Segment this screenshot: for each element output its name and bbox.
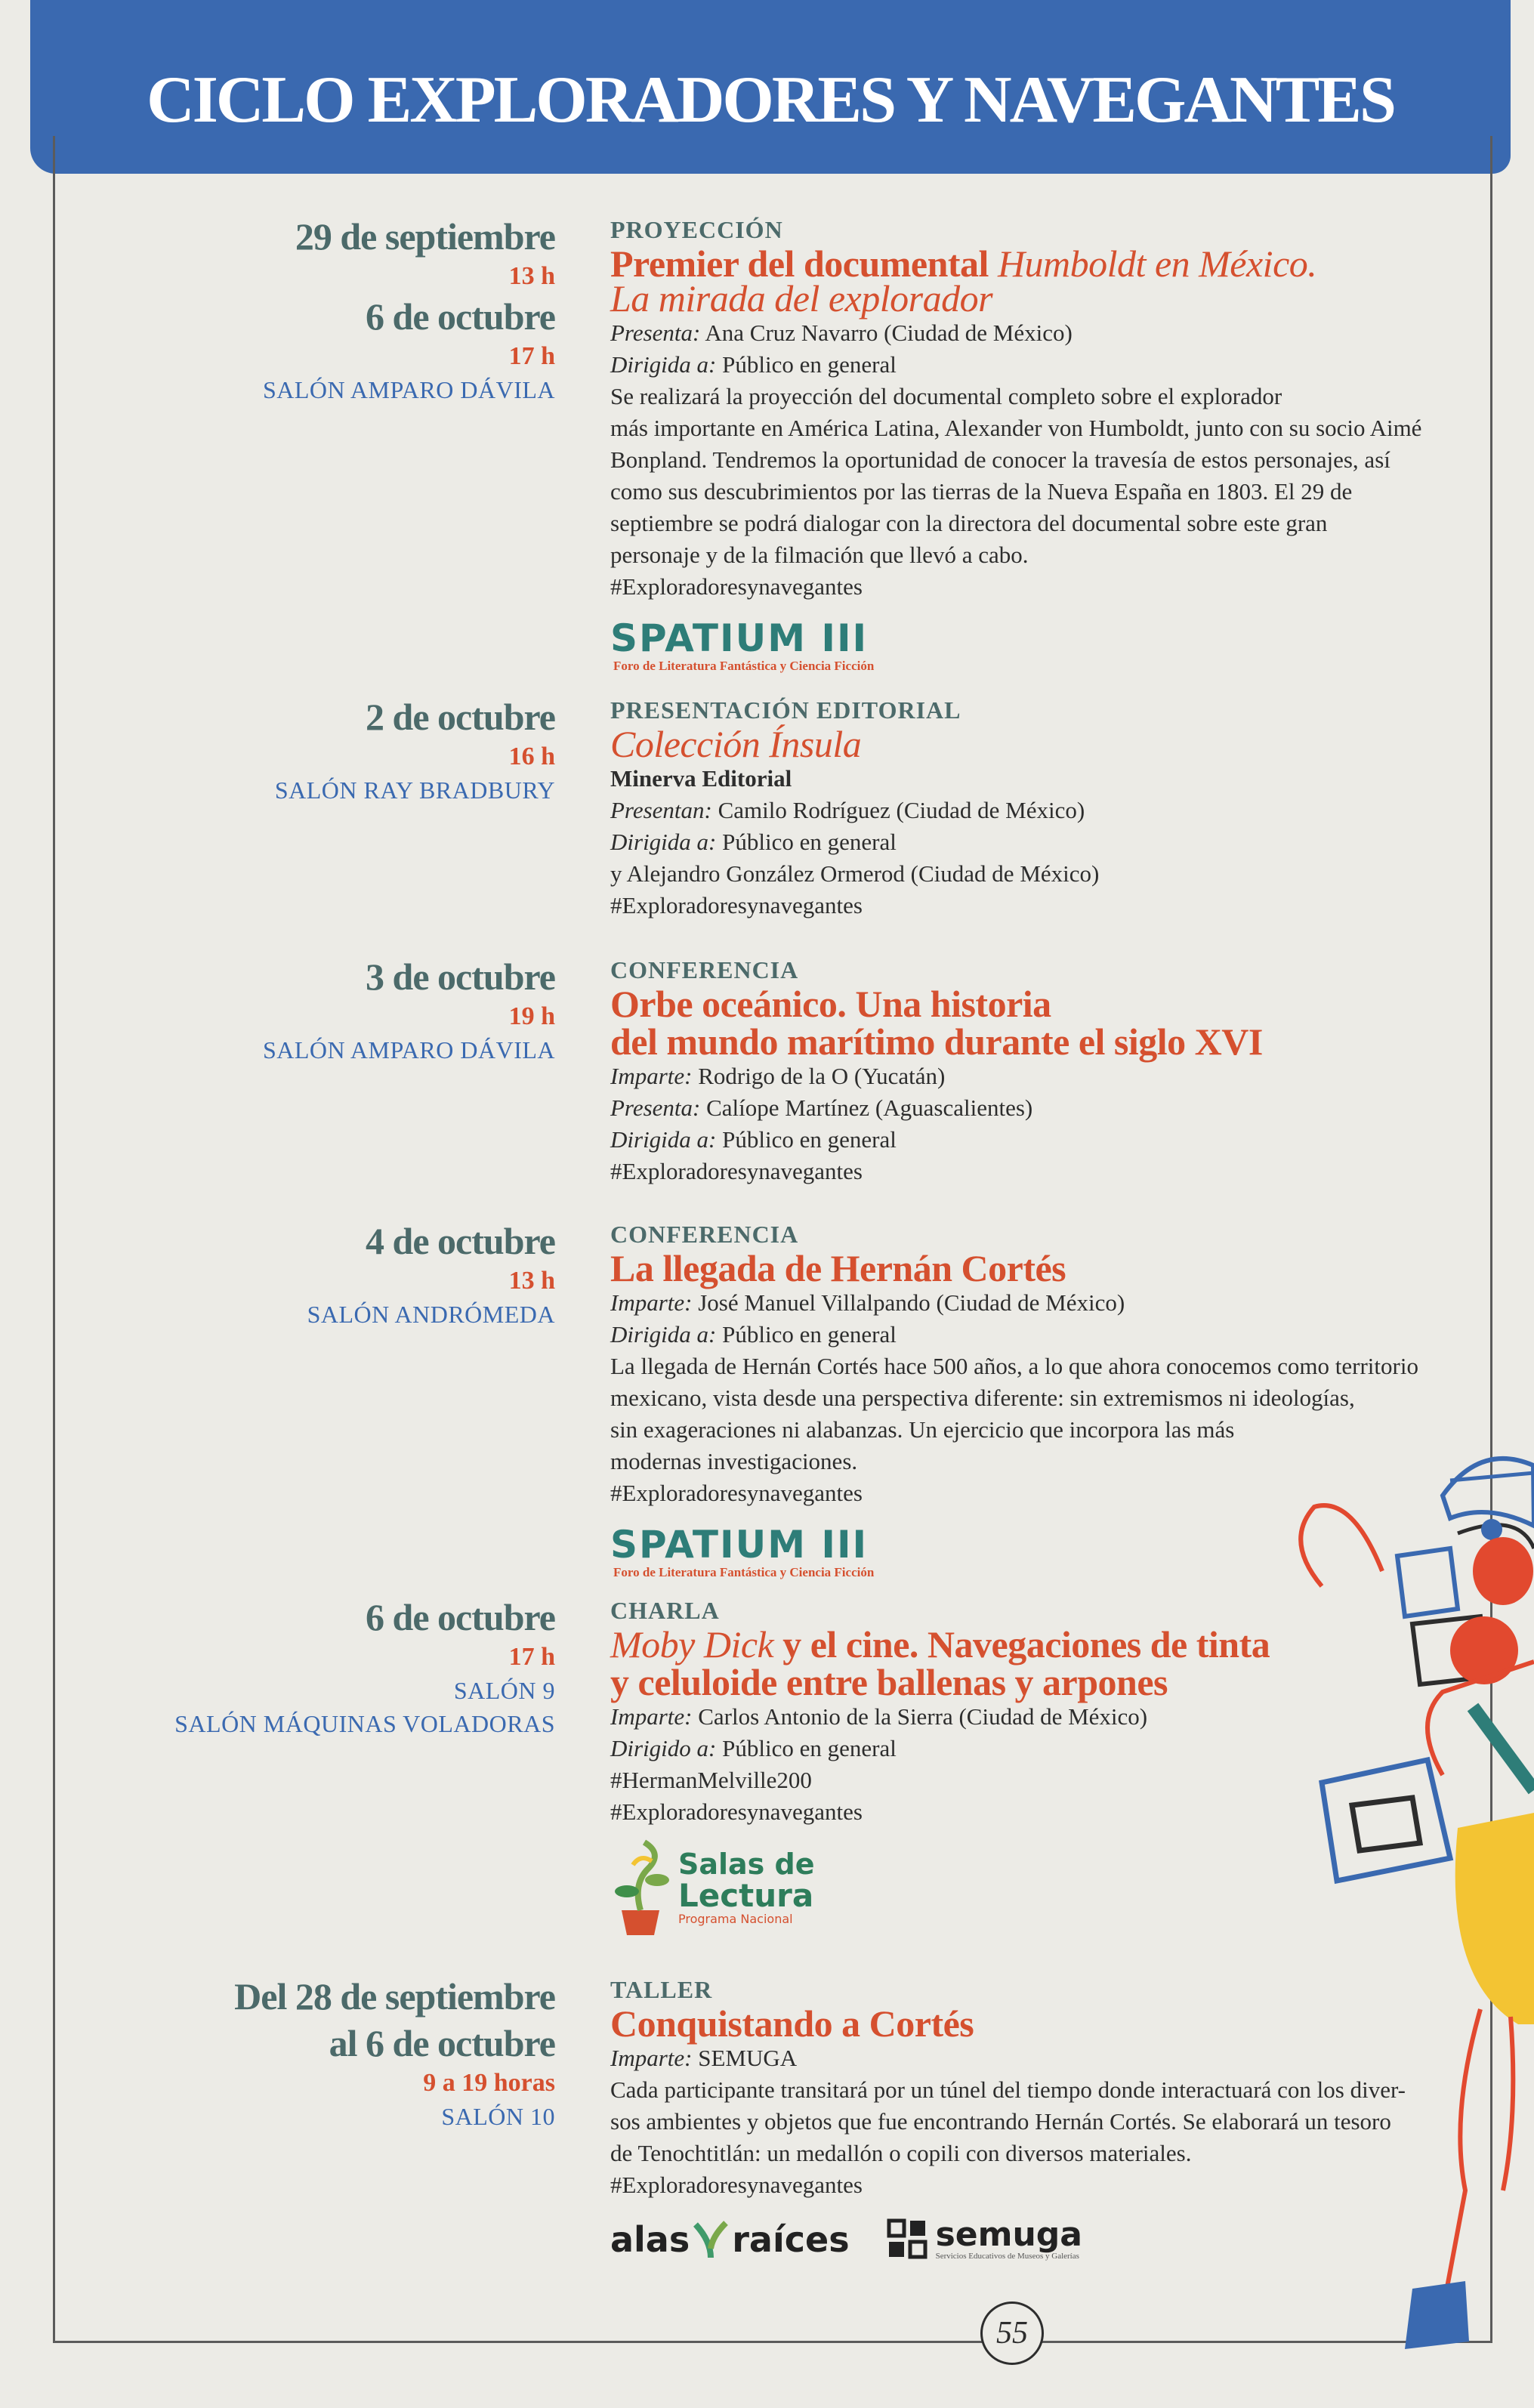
event-title (610, 725, 1456, 763)
event-details (610, 1595, 1456, 1937)
spatium-logo-subtitle: Foro de Literatura Fantástica y Ciencia Ficción (613, 659, 875, 673)
event-description-line: sin exageraciones ni alabanzas. Un ejercicio que incorpora las más (610, 1416, 1235, 1443)
event-credit (610, 1287, 1456, 1319)
raices-text: raíces (732, 2219, 850, 2260)
credit-value: Calíope Martínez (Aguascalientes) (700, 1094, 1033, 1121)
event-time: 13 h (508, 1267, 555, 1295)
event-description-line: y Alejandro González Ormerod (Ciudad de México) (610, 860, 1100, 887)
event-description-line: #Exploradoresynavegantes (610, 892, 863, 918)
event-date: 29 de septiembre (295, 215, 555, 258)
credit-label: Imparte: (610, 2045, 693, 2071)
event-details (610, 955, 1456, 1187)
salas-logo-line3: Programa Nacional (678, 1912, 793, 1926)
event-time: 13 h (508, 262, 555, 290)
event-details (610, 695, 1456, 922)
spatium-logo (610, 1524, 874, 1580)
event-description-line: #Exploradoresynavegantes (610, 573, 863, 600)
event-credit (610, 1092, 1456, 1124)
event-description-line: #Exploradoresynavegantes (610, 1158, 863, 1184)
leaf-y-icon (690, 2218, 732, 2261)
credit-value: Público en general (716, 829, 897, 855)
event-credit (610, 795, 1456, 826)
credit-value: José Manuel Villalpando (Ciudad de México) (692, 1289, 1125, 1316)
credit-label: Imparte: (610, 1703, 693, 1730)
credit-value: Ana Cruz Navarro (Ciudad de México) (700, 320, 1073, 346)
event-category: CONFERENCIA (610, 956, 799, 983)
title-italic: Moby Dick (610, 1623, 774, 1666)
credit-value: Público en general (716, 1735, 897, 1761)
credit-value: Público en general (716, 1126, 897, 1153)
credit-label: Presenta: (610, 320, 701, 346)
alas-y-raices-logo (610, 2218, 850, 2261)
salas-logo-text (678, 1849, 815, 1926)
event-credit (610, 1124, 1456, 1156)
event-description-line: modernas investigaciones. (610, 1448, 858, 1474)
event-details (610, 1974, 1456, 2261)
credit-label: Dirigido a: (610, 1735, 717, 1761)
credit-label: Imparte: (610, 1063, 693, 1089)
event-time: 16 h (508, 742, 555, 770)
event-title-line2: y celuloide entre ballenas y arpones (610, 1661, 1168, 1703)
event-schedule (263, 213, 555, 406)
semuga-text: semuga (935, 2215, 1082, 2254)
event-date: 6 de octubre (366, 295, 555, 338)
event-details (610, 215, 1456, 674)
title-text: Premier del documental (610, 242, 998, 285)
event-title-line: Orbe oceánico. Una historia (610, 983, 1051, 1025)
event-date: 2 de octubre (366, 696, 555, 738)
event-category: TALLER (610, 1976, 713, 2003)
spatium-logo-subtitle: Foro de Literatura Fantástica y Ciencia Ficción (613, 1565, 875, 1579)
credit-value: Público en general (716, 351, 897, 378)
event-category: PROYECCIÓN (610, 216, 783, 243)
page-title: CICLO EXPLORADORES Y NAVEGANTES (147, 63, 1394, 137)
event-description-line: más importante en América Latina, Alexander von Humboldt, junto con su socio Aimé (610, 415, 1422, 441)
event-venue: SALÓN 10 (441, 2103, 555, 2130)
event-date: 6 de octubre (366, 1596, 555, 1638)
title-italic: Colección Ínsula (610, 723, 862, 765)
title-italic: Humboldt en México. (997, 242, 1317, 285)
credit-label: Dirigida a: (610, 829, 717, 855)
event-date: al 6 de octubre (329, 2022, 555, 2064)
event-category: CHARLA (610, 1597, 720, 1624)
event-description-line: septiembre se podrá dialogar con la directora del documental sobre este gran (610, 510, 1328, 536)
event-description-line: La llegada de Hernán Cortés hace 500 años, a lo que ahora conocemos como territorio (610, 1353, 1418, 1379)
event-description-line: de Tenochtitlán: un medallón o copili con diversos materiales. (610, 2140, 1192, 2166)
event-description-line: #Exploradoresynavegantes (610, 2172, 863, 2198)
event-description-line: sos ambientes y objetos que fue encontrando Hernán Cortés. Se elaborará un tesoro (610, 2108, 1391, 2135)
event-credit (610, 1733, 1456, 1764)
event-credit (610, 2042, 1456, 2074)
event-venue: SALÓN ANDRÓMEDA (307, 1301, 555, 1328)
event-publisher: Minerva Editorial (610, 765, 792, 792)
event-title-line2 (610, 277, 1456, 320)
credit-value: Carlos Antonio de la Sierra (Ciudad de México) (692, 1703, 1148, 1730)
credit-value: Camilo Rodríguez (Ciudad de México) (711, 797, 1085, 823)
event-venue: SALÓN AMPARO DÁVILA (262, 376, 555, 403)
semuga-subtitle: Servicios Educativos de Museos y Galerías (935, 2252, 1079, 2261)
event-venue: SALÓN 9 (453, 1677, 555, 1704)
event-venue: SALÓN MÁQUINAS VOLADORAS (174, 1710, 555, 1737)
event-date: 3 de octubre (366, 955, 555, 998)
event-category: CONFERENCIA (610, 1221, 799, 1248)
spatium-logo-text: SPATIUM III (610, 616, 869, 660)
credit-label: Presenta: (610, 1094, 701, 1121)
event-schedule (275, 693, 555, 807)
event-venue: SALÓN AMPARO DÁVILA (262, 1036, 555, 1064)
semuga-mark-icon (886, 2218, 930, 2261)
spatium-logo (610, 618, 874, 674)
credit-value: Público en general (716, 1321, 897, 1348)
event-date: Del 28 de septiembre (234, 1975, 555, 2017)
credit-label: Dirigida a: (610, 1126, 717, 1153)
event-description-line: Cada participante transitará por un túnel del tiempo donde interactuará con los diver- (610, 2076, 1406, 2103)
event-time: 17 h (508, 342, 555, 370)
event-description-line: Bonpland. Tendremos la oportunidad de conocer la travesía de estos personajes, así (610, 446, 1390, 473)
event-credit (610, 1319, 1456, 1351)
event-category: PRESENTACIÓN EDITORIAL (610, 696, 961, 724)
event-time: 9 a 19 horas (423, 2069, 555, 2097)
credit-label: Dirigida a: (610, 351, 717, 378)
event-credit (610, 1701, 1456, 1733)
plant-pot-icon (610, 1838, 671, 1937)
event-title-line: del mundo marítimo durante el siglo XVI (610, 1020, 1263, 1063)
event-title-line: Conquistando a Cortés (610, 2002, 974, 2045)
event-title-line: La llegada de Hernán Cortés (610, 1247, 1066, 1289)
event-venue: SALÓN RAY BRADBURY (274, 776, 555, 804)
alas-text: alas (610, 2219, 690, 2260)
event-description-line: #HermanMelville200 (610, 1767, 812, 1793)
credit-value: Rodrigo de la O (Yucatán) (692, 1063, 946, 1089)
event-description-line: #Exploradoresynavegantes (610, 1798, 863, 1825)
title-italic: La mirada del explorador (610, 277, 993, 320)
page-number: 55 (980, 2301, 1044, 2365)
event-credit (610, 1060, 1456, 1092)
semuga-logo (886, 2215, 1082, 2261)
event-description-line: Se realizará la proyección del documental completo sobre el explorador (610, 383, 1282, 409)
credit-value: SEMUGA (692, 2045, 798, 2071)
event-schedule (263, 953, 555, 1067)
event-credit (610, 317, 1456, 349)
salas-logo-line2: Lectura (678, 1877, 814, 1914)
event-description-line: #Exploradoresynavegantes (610, 1480, 863, 1506)
event-time: 19 h (508, 1002, 555, 1030)
event-description-line: personaje y de la filmación que llevó a cabo. (610, 542, 1029, 568)
credit-label: Dirigida a: (610, 1321, 717, 1348)
event-schedule (307, 1218, 555, 1331)
event-description-line: mexicano, vista desde una perspectiva diferente: sin extremismos ni ideologías, (610, 1385, 1355, 1411)
event-credit (610, 349, 1456, 381)
spatium-logo-text: SPATIUM III (610, 1523, 869, 1567)
credit-label: Imparte: (610, 1289, 693, 1316)
salas-de-lectura-logo (610, 1838, 1456, 1937)
title-text: y el cine. Navegaciones de tinta (773, 1623, 1270, 1666)
event-time: 17 h (508, 1643, 555, 1671)
credit-label: Presentan: (610, 797, 712, 823)
event-details (610, 1219, 1456, 1580)
event-date: 4 de octubre (366, 1220, 555, 1262)
salas-logo-line1: Salas de (678, 1848, 815, 1881)
sponsor-logos (610, 2215, 1456, 2261)
event-schedule (234, 1973, 555, 2133)
event-description-line: como sus descubrimientos por las tierras de la Nueva España en 1803. El 29 de (610, 478, 1353, 505)
event-title (610, 1623, 1456, 1666)
event-schedule (174, 1594, 555, 1740)
semuga-wordmark (935, 2215, 1082, 2261)
event-credit (610, 826, 1456, 858)
